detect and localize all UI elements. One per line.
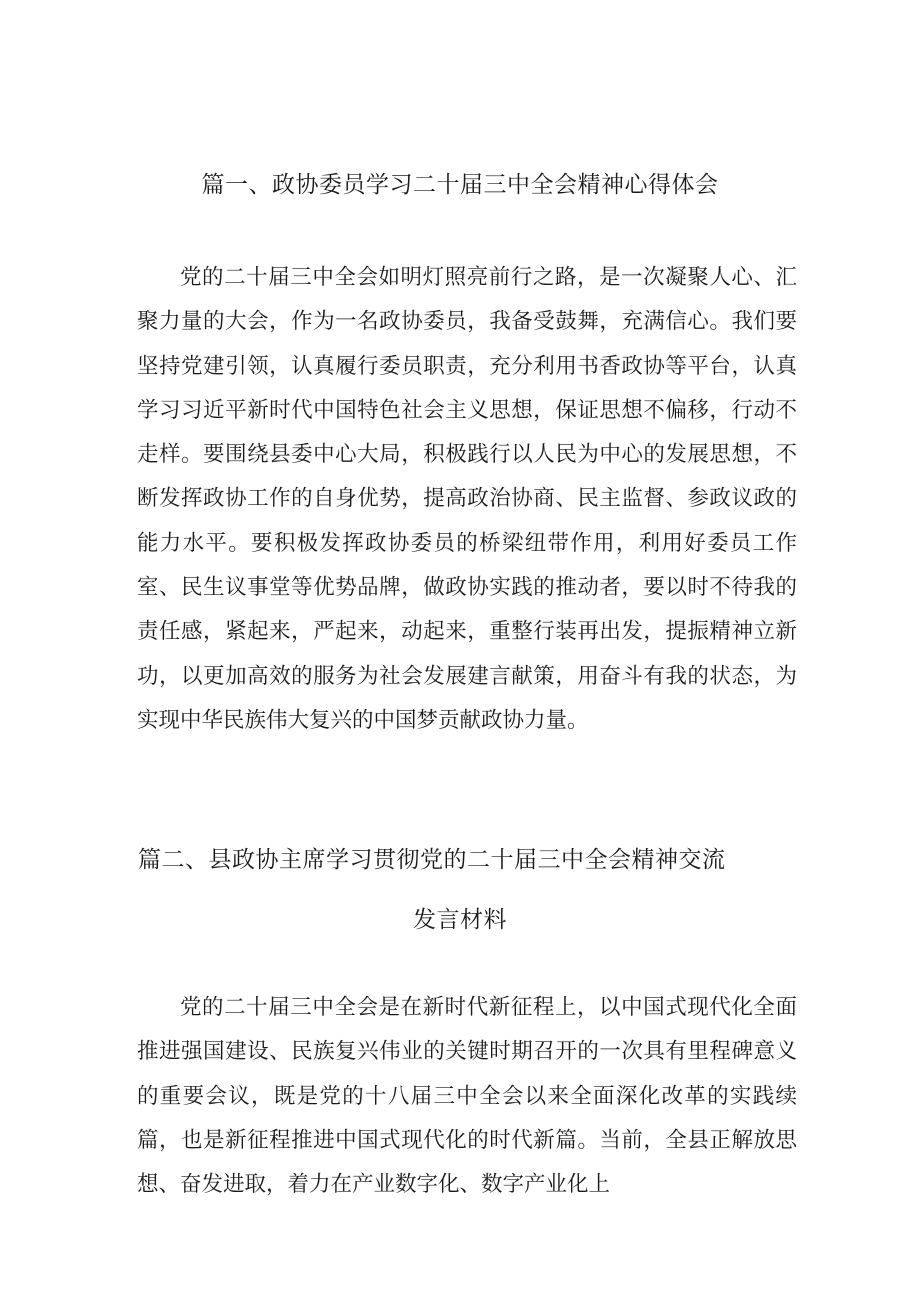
section-1-title: 篇一、政协委员学习二十届三中全会精神心得体会 [201, 172, 719, 198]
section-2-title-line-1: 篇二、县政协主席学习贯彻党的二十届三中全会精神交流 [138, 847, 726, 873]
section-2-title-line-2: 发言材料 [413, 907, 507, 933]
section-2-body: 党的二十届三中全会是在新时代新征程上，以中国式现代化全面推进强国建设、民族复兴伟业的关键时期召开的一次具有里程碑意义的重要会议，既是党的十八届三中全会以来全面深化改革的实践续篇，也是新征程推进中国式现代化的时代新篇。当前，全县正解放思想、奋发进取，着力在产业数字化、数字产业化上 [137, 995, 797, 1198]
section-1-body: 党的二十届三中全会如明灯照亮前行之路，是一次凝聚人心、汇聚力量的大会，作为一名政协委员，我备受鼓舞，充满信心。我们要坚持党建引领，认真履行委员职责，充分利用书香政协等平台，认真学习习近平新时代中国特色社会主义思想，保证思想不偏移，行动不走样。要围绕县委中心大局，积极践行以人民为中心的发展思想，不断发挥政协工作的自身优势，提高政治协商、民主监督、参政议政的能力水平。要积极发挥政协委员的桥梁纽带作用，利用好委员工作室、民生议事堂等优势品牌，做政协实践的推动者，要以时不待我的责任感，紧起来，严起来，动起来，重整行装再出发，提振精神立新功，以更加高效的服务为社会发展建言献策，用奋斗有我的状态，为实现中华民族伟大复兴的中国梦贡献政协力量。 [137, 265, 797, 733]
